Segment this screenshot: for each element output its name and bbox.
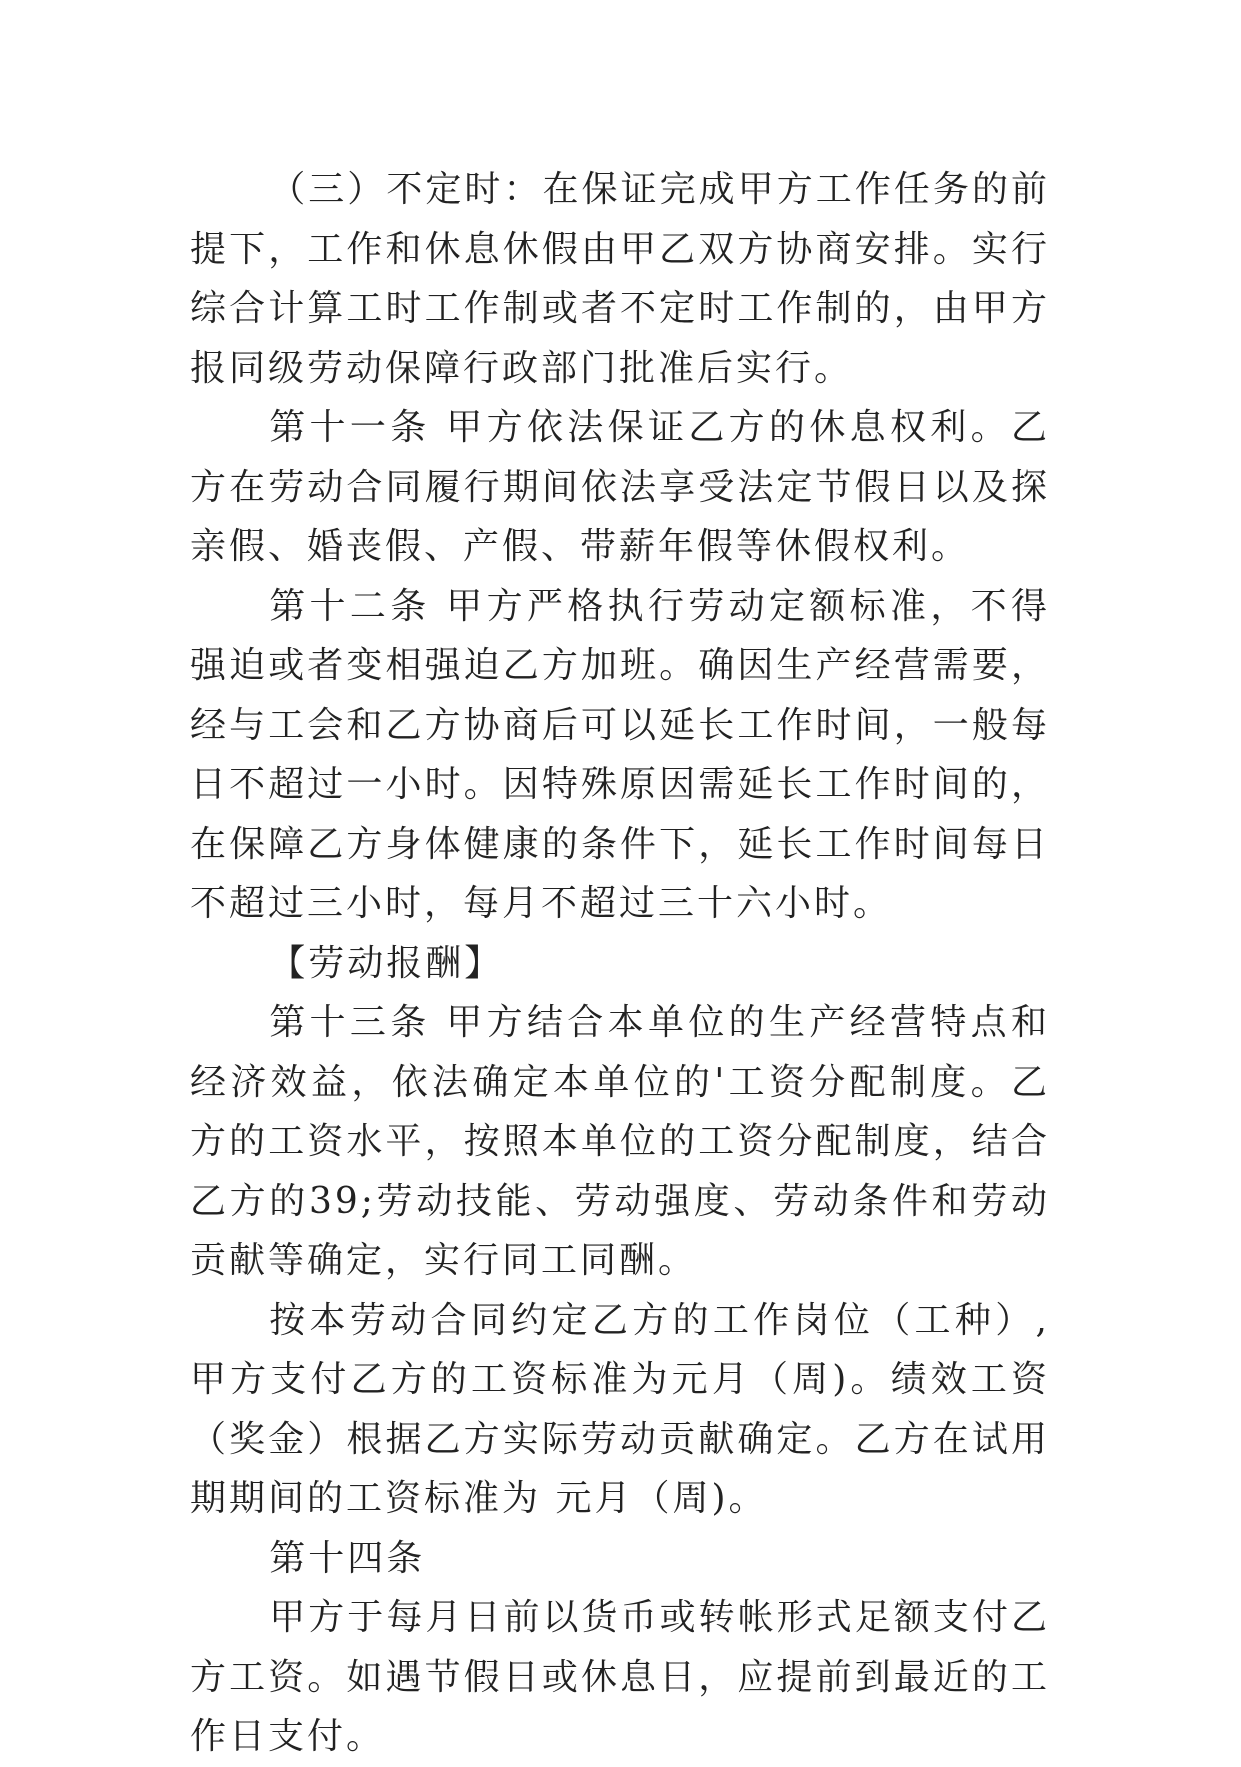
document-body — [190, 160, 1050, 1767]
paragraph-wage-payment — [190, 1588, 1050, 1767]
text-line: 如遇节假日或休息日，应提前到最近的工作日支付。 — [190, 1656, 1050, 1757]
text-line: 作和休息休假由甲乙双方协商安排。实行综合计算工时工作 — [190, 228, 1050, 329]
paragraph-article-14-heading — [190, 1529, 1050, 1589]
text-line: 按本劳动合同约定乙方的工作岗位（工种）,甲方支付 — [190, 1299, 1050, 1400]
text-line: 甲方于每月日前以货币或转帐形式足额支付乙方工资。 — [190, 1597, 1050, 1698]
text-line: （三）不定时：在保证完成甲方工作任务的前提下，工 — [190, 169, 1050, 270]
text-line: （周)。 — [633, 1478, 768, 1519]
text-line: 制或者不定时工作制的，由甲方报同级劳动保障行政部门批 — [190, 288, 1050, 389]
paragraph-flexible-hours — [190, 160, 1050, 398]
paragraph-article-13 — [190, 993, 1050, 1291]
text-line: 乙方的工资标准为元月（周)。绩效工资（奖金）根据乙方 — [190, 1359, 1050, 1460]
section-heading-remuneration — [190, 934, 1050, 994]
text-line: 工作时间每日不超过三小时，每月不超过三十六小时。 — [190, 823, 1050, 924]
text-line: 第十一条 甲方依法保证乙方的休息权利。乙方在劳动 — [190, 407, 1050, 508]
text-line: 假、带薪年假等休假权利。 — [502, 526, 971, 567]
text-line: 实际劳动贡献确定。乙方在试用期期间的工资标准为 元月 — [190, 1418, 1050, 1519]
text-line: 第十四条 — [269, 1537, 426, 1579]
paragraph-wage-standard — [190, 1291, 1050, 1529]
text-line: 合同履行期间依法享受法定节假日以及探亲假、婚丧假、产 — [190, 466, 1050, 567]
text-line: 第十三条 甲方结合本单位的生产经营特点和经济效益， — [190, 1002, 1050, 1103]
paragraph-article-12 — [190, 577, 1050, 934]
text-line: 准后实行。 — [658, 347, 854, 389]
paragraph-article-11 — [190, 398, 1050, 577]
text-line: 商后可以延长工作时间，一般每日不超过一小时。因特殊原 — [190, 704, 1050, 805]
text-line: 本单位的工资分配制度，结合乙方的39;劳动技能、劳动强 — [190, 1121, 1050, 1222]
text-line: 【劳动报酬】 — [269, 942, 504, 984]
text-line: 第十二条 甲方严格执行劳动定额标准，不得强迫或者 — [190, 585, 1050, 686]
text-line: 依法确定本单位的'工资分配制度。乙方的工资水平，按照 — [190, 1061, 1050, 1162]
text-line: 因需延长工作时间的，在保障乙方身体健康的条件下，延长 — [190, 764, 1050, 865]
text-line: 度、劳动条件和劳动贡献等确定，实行同工同酬。 — [190, 1180, 1050, 1281]
text-line: 变相强迫乙方加班。确因生产经营需要，经与工会和乙方协 — [190, 645, 1050, 746]
